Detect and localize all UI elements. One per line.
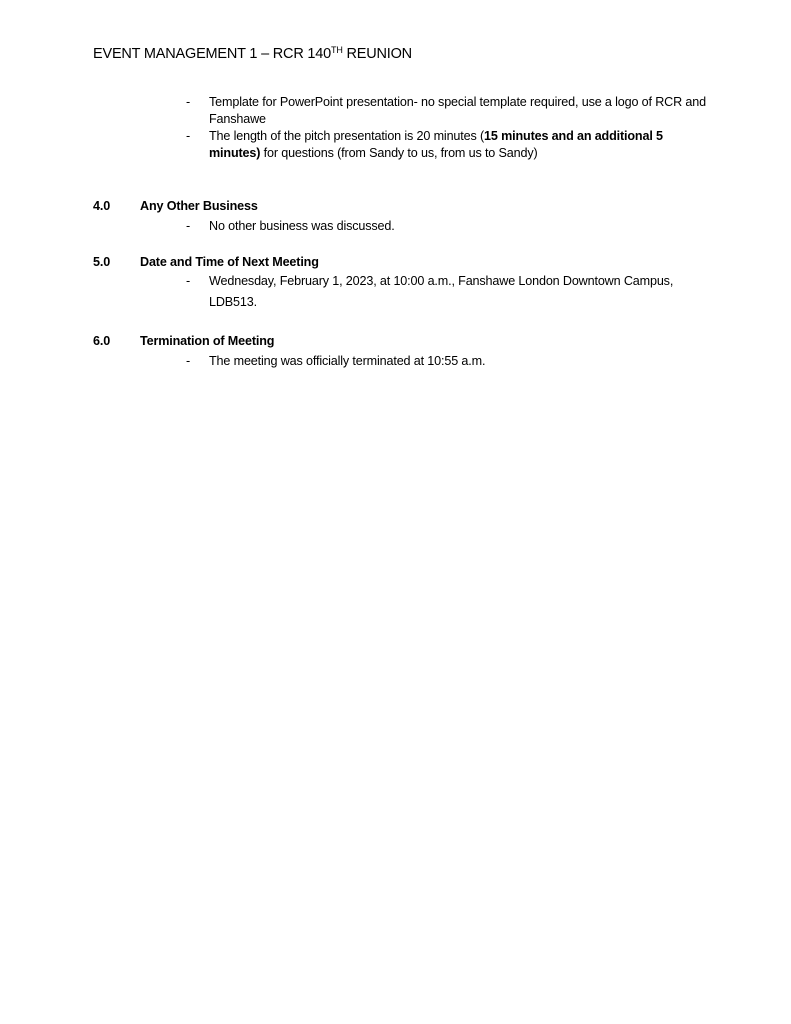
- header-title-suffix: REUNION: [342, 46, 412, 62]
- section-number: 6.0: [93, 334, 111, 348]
- bullet-text-bold: 15 minutes and an additional 5 minutes): [209, 129, 663, 160]
- section-5-bullet-list: [186, 271, 716, 313]
- list-item: [186, 353, 716, 370]
- section-title: Termination of Meeting: [140, 334, 275, 348]
- bullet-text: Template for PowerPoint presentation- no special template required, use a logo of RCR and Fanshawe: [209, 95, 706, 126]
- list-item: [186, 94, 716, 128]
- bullet-dash: -: [186, 354, 191, 368]
- bullet-text: Wednesday, February 1, 2023, at 10:00 a.m., Fanshawe London Downtown Campus, LDB513.: [209, 274, 674, 309]
- section-title: Any Other Business: [140, 199, 258, 213]
- list-item: [186, 271, 716, 313]
- page-header: [93, 46, 412, 62]
- section-6-bullet-list: [186, 353, 716, 370]
- list-item: [186, 128, 716, 162]
- section-4-bullet-list: [186, 218, 716, 235]
- section-title: Date and Time of Next Meeting: [140, 255, 319, 269]
- section-number: 5.0: [93, 255, 111, 269]
- bullet-text: The meeting was officially terminated at 10:55 a.m.: [209, 354, 486, 368]
- list-item: [186, 218, 716, 235]
- header-title-prefix: EVENT MANAGEMENT 1 – RCR 140: [93, 46, 332, 62]
- header-title-superscript: TH: [331, 45, 343, 55]
- intro-bullet-list: [186, 94, 716, 162]
- bullet-text: No other business was discussed.: [209, 219, 395, 233]
- bullet-text-part1: The length of the pitch presentation is 20 minutes (: [209, 129, 485, 143]
- bullet-dash: -: [186, 95, 191, 109]
- bullet-text-part2: for questions (from Sandy to us, from us to Sandy): [260, 146, 538, 160]
- bullet-dash: -: [186, 274, 191, 288]
- bullet-dash: -: [186, 129, 191, 143]
- bullet-dash: -: [186, 219, 191, 233]
- section-number: 4.0: [93, 199, 111, 213]
